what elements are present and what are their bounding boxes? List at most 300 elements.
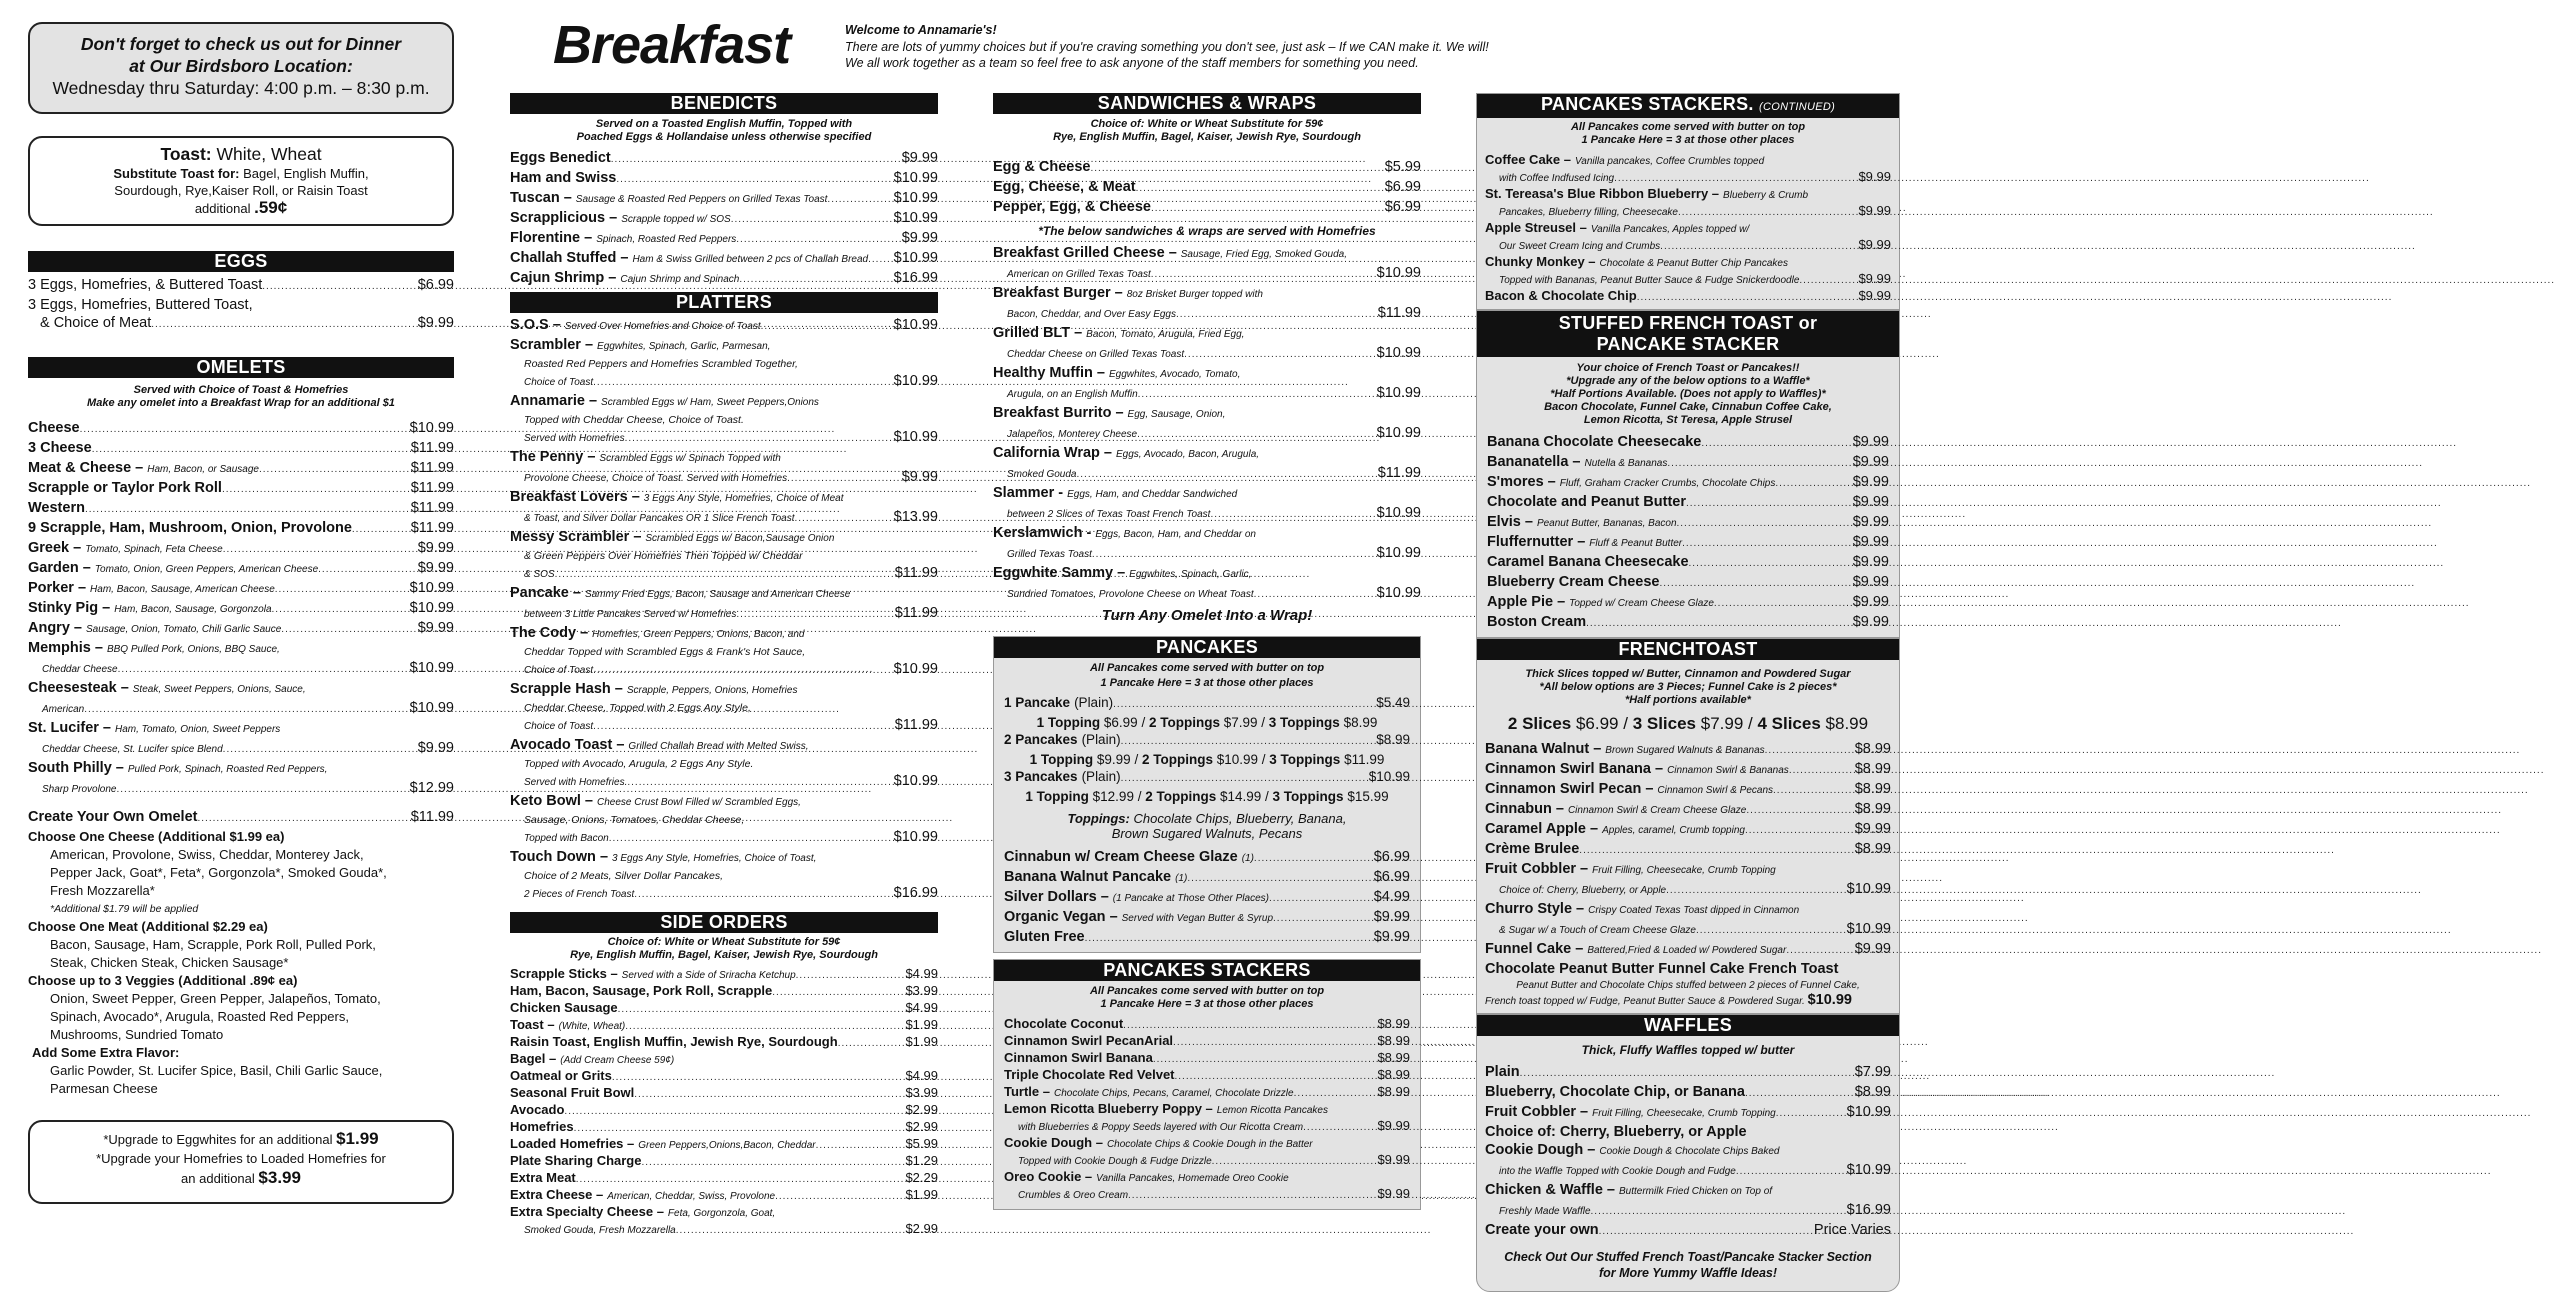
builder-options: Bacon, Sausage, Ham, Scrapple, Pork Roll, Pulled Pork, — [50, 937, 376, 952]
item-desc: Cookie Dough & Chocolate Chips Baked — [1599, 1146, 1780, 1157]
item-name: Touch Down – — [510, 849, 609, 865]
eggs-header: EGGS — [28, 251, 454, 272]
menu-item — [1485, 1181, 1891, 1201]
leader-dots — [1799, 273, 1856, 288]
leader-dots — [1128, 1188, 1375, 1203]
price: $9.99 — [901, 150, 938, 166]
leader-dots — [676, 1223, 904, 1238]
leader-dots — [1659, 575, 1850, 593]
item-name: Banana Chocolate Cheesecake — [1487, 434, 1702, 450]
item-desc: Served Over Homefries and Choice of Toast — [564, 321, 761, 332]
toast-box — [28, 136, 454, 226]
menu-item — [510, 189, 938, 209]
item-desc-cont: with Blueberries & Poppy Seeds layered with Our Ricotta Cream — [1018, 1122, 1304, 1133]
price: $10.99 — [1376, 585, 1421, 601]
welcome-line: We all work together as a team so feel free to ask anyone of the staff members for something you need. — [845, 56, 1419, 70]
item-desc: Sausage & Roasted Red Peppers on Grilled Texas Toast — [575, 194, 828, 205]
price: $13.99 — [893, 509, 938, 525]
item-desc-cont: Provolone Cheese, Choice of Toast. Served with Homefries — [524, 473, 788, 484]
builder-options: American, Provolone, Swiss, Cheddar, Monterey Jack, — [50, 847, 364, 862]
price: $8.99 — [1377, 1016, 1410, 1031]
leader-dots — [827, 191, 891, 209]
menu-item — [1487, 493, 1889, 513]
pancake-size — [1004, 694, 1410, 714]
item-name: Turtle – — [1004, 1084, 1050, 1099]
menu-item-cont — [1004, 1118, 1410, 1135]
leader-dots — [117, 781, 408, 799]
menu-item-cont — [1485, 203, 1891, 220]
stuffed-header: STUFFED FRENCH TOAST or PANCAKE STACKER — [1477, 311, 1899, 357]
leader-dots — [838, 1036, 904, 1051]
leader-dots — [1269, 890, 1372, 908]
price: $8.99 — [1854, 741, 1891, 757]
menu-item — [993, 324, 1421, 344]
menu-item-cont — [1485, 880, 1891, 900]
toast-sub-label: Substitute Toast for: — [113, 166, 240, 181]
leader-dots — [736, 231, 899, 249]
item-desc-cont: Cheddar Cheese, Topped with 2 Eggs Any Style, — [524, 702, 751, 714]
item-desc-cont: American — [42, 704, 85, 715]
toast-price: .59¢ — [254, 198, 288, 217]
item-desc-cont: Choice of 2 Meats, Silver Dollar Pancakes, — [524, 870, 724, 882]
item-desc: Green Peppers,Onions,Bacon, Cheddar — [638, 1140, 816, 1151]
leader-dots — [1520, 1065, 1853, 1083]
leader-dots — [1113, 696, 1374, 714]
item-name: The Penny – — [510, 449, 596, 465]
welcome-line: There are lots of yummy choices but if you're craving something you don't see, just ask – If we CAN make it. We will! — [845, 39, 1489, 54]
item-name: Pepper, Egg, & Cheese — [993, 199, 1151, 215]
leader-dots — [1175, 1069, 1376, 1084]
item-desc: Scrambled Eggs w/ Ham, Sweet Peppers,Onions — [601, 397, 819, 408]
item-name: Annamarie – — [510, 393, 598, 409]
menu-item-cont — [993, 384, 1421, 404]
menu-item — [993, 524, 1421, 544]
menu-item — [510, 169, 938, 189]
waffles-section — [1476, 1014, 1900, 1292]
menu-item — [510, 149, 938, 169]
item-desc: Eggwhites, Spinach, Garlic, — [1129, 569, 1252, 580]
leader-dots — [275, 581, 408, 599]
pancake-sizes — [1004, 694, 1410, 805]
item-name: Apple Pie – — [1487, 594, 1566, 610]
menu-item — [1004, 908, 1410, 928]
price: $10.99 — [893, 829, 938, 845]
price: $11.99 — [410, 500, 454, 516]
item-desc: Eggwhites, Spinach, Garlic, Parmesan, — [597, 341, 771, 352]
item-desc: Eggs, Avocado, Bacon, Arugula, — [1115, 449, 1260, 460]
item-desc: Sausage, Fried Egg, Smoked Gouda, — [1180, 249, 1347, 260]
menu-item: 3 Eggs, Homefries, & Buttered Toast ..... $6.99 — [28, 276, 454, 296]
leader-dots — [555, 566, 893, 584]
item-desc-cont: Crumbles & Oreo Cream — [1018, 1190, 1129, 1201]
item-name: Slammer - — [993, 485, 1064, 501]
item-desc: (White, Wheat) — [558, 1021, 626, 1032]
menu-item — [28, 599, 454, 619]
menu-item — [1487, 573, 1889, 593]
menu-item — [510, 1034, 938, 1051]
leader-dots — [318, 561, 416, 579]
price: $10.99 — [893, 210, 938, 226]
leader-dots — [1151, 266, 1375, 284]
item-desc: Eggs, Bacon, Ham, and Cheddar on — [1095, 529, 1256, 540]
tier-price: $12.99 — [1092, 789, 1134, 804]
item-desc-cont: between 3 Little Pancakes Served w/ Homefries — [524, 609, 737, 620]
leader-dots — [868, 251, 892, 269]
sides-header: SIDE ORDERS — [510, 912, 938, 933]
omelets-sub: Make any omelet into a Breakfast Wrap for an additional $1 — [87, 397, 395, 409]
menu-item-cont — [28, 739, 454, 759]
price: $10.99 — [893, 190, 938, 206]
price: $10.99 — [1846, 881, 1891, 897]
price: $10.99 — [893, 429, 938, 445]
waffles-header: WAFFLES — [1477, 1015, 1899, 1036]
leader-dots — [1294, 1086, 1376, 1101]
menu-item — [28, 439, 454, 459]
price: $9.99 — [901, 469, 938, 485]
toppings-label: Toppings: — [1067, 811, 1130, 826]
leader-dots — [609, 830, 892, 848]
item-name: Caramel Apple – — [1485, 821, 1599, 837]
benedicts-sub: Served on a Toasted English Muffin, Topped with — [595, 118, 853, 130]
menu-item — [993, 178, 1421, 198]
sides-list — [510, 966, 938, 1238]
builder-options: Fresh Mozzarella* — [50, 883, 155, 898]
leader-dots — [85, 501, 409, 519]
item-desc-cont: & SOS — [524, 569, 555, 580]
price: $8.99 — [1854, 1084, 1891, 1100]
leader-dots — [1789, 762, 1853, 780]
item-desc-cont: with Coffee Indfused Icing — [1499, 173, 1615, 184]
toast-sub-list: Bagel, English Muffin, — [243, 166, 369, 181]
column-3 — [993, 93, 1421, 1210]
toast-title: Toast: — [160, 144, 212, 164]
item-desc-cont: between 2 Slices of Texas Toast French Toast — [1007, 509, 1211, 520]
price: $10.99 — [409, 420, 454, 436]
price: $8.99 — [1854, 801, 1891, 817]
item-name: Cinnabun w/ Cream Cheese Glaze — [1004, 849, 1238, 865]
menu-item — [510, 1204, 938, 1221]
item-name: Plate Sharing Charge — [510, 1153, 642, 1168]
menu-item-cont — [1004, 1186, 1410, 1203]
leader-dots — [625, 430, 892, 448]
item-name: Tuscan – — [510, 190, 572, 206]
price: $1.99 — [905, 1034, 938, 1049]
price: $11.99 — [410, 480, 454, 496]
stuffed-section — [1476, 310, 1900, 638]
menu-item — [1004, 1101, 1410, 1118]
price: $8.99 — [1376, 732, 1410, 747]
tier-price: $11.99 — [1344, 752, 1385, 767]
item-name: Scrambler – — [510, 337, 594, 353]
omelets-sub: Served with Choice of Toast & Homefries — [133, 384, 349, 396]
price: $10.99 — [893, 661, 938, 677]
item-desc: Nutella & Bananas — [1584, 458, 1668, 469]
upgrade-line: an additional — [181, 1171, 255, 1186]
item-desc: Feta, Gorgonzola, Goat, — [667, 1208, 776, 1219]
menu-item — [28, 419, 454, 439]
item-desc-cont: Choice of Toast — [524, 665, 594, 676]
item-name: South Philly – — [28, 760, 124, 776]
price: $9.99 — [1858, 237, 1891, 252]
item-name: Oatmeal or Grits — [510, 1068, 612, 1083]
price: $9.99 — [1852, 514, 1889, 530]
tier-label: 3 Toppings — [1269, 752, 1341, 767]
price: $6.99 — [1384, 179, 1421, 195]
menu-item-cont — [993, 504, 1421, 524]
leader-dots — [84, 701, 407, 719]
tier-price: $7.99 — [1223, 715, 1258, 730]
pancakes-header: PANCAKES — [994, 637, 1420, 658]
item-name: 3 Cheese — [28, 440, 92, 456]
item-name: Angry – — [28, 620, 82, 636]
item-desc: Ham & Swiss Grilled between 2 pcs of Challah Bread — [632, 254, 869, 265]
leader-dots — [1210, 506, 1374, 524]
item-desc: Scrapple topped w/ SOS — [621, 214, 731, 225]
leader-dots — [1773, 782, 1853, 800]
menu-item — [510, 1000, 938, 1017]
menu-item — [993, 284, 1421, 304]
column-1 — [28, 22, 454, 1204]
menu-item — [510, 1051, 938, 1068]
menu-item — [1487, 453, 1889, 473]
price: $10.99 — [1376, 385, 1421, 401]
item-desc-cont: Roasted Red Peppers and Homefries Scrambled Together, — [524, 358, 798, 370]
price: $10.99 — [409, 580, 454, 596]
item-desc: Chocolate Chips & Cookie Dough in the Batter — [1106, 1139, 1313, 1150]
item-desc: Vanilla Pancakes, Homemade Oreo Cookie — [1096, 1173, 1289, 1184]
price: $10.99 — [409, 600, 454, 616]
menu-item — [1485, 1221, 1891, 1241]
price: $10.99 — [1376, 345, 1421, 361]
stuffed-sub: Your choice of French Toast or Pancakes!! *Upgrade any of the below options to a Waffle* *Half Portions Available. (Does not apply to Waffles)* Bacon Chocolate, Funnel Cake, Cinnabun Coffee Cake, Lemon Ricotta, St Teresa, Apple Strusel — [1544, 362, 1832, 426]
price: $10.99 — [409, 700, 454, 716]
item-name: Caramel Banana Cheesecake — [1487, 554, 1689, 570]
item-name: Messy Scrambler – — [510, 529, 642, 545]
tier-price: $10.99 — [1216, 752, 1259, 767]
item-desc: Fruit Filling, Cheesecake, Crumb Topping — [1592, 1108, 1776, 1119]
item-name: 9 Scrapple, Ham, Mushroom, Onion, Provolone — [28, 520, 352, 536]
item-name: Cookie Dough – — [1004, 1135, 1103, 1150]
item-name: Lemon Ricotta Blueberry Poppy – — [1004, 1101, 1213, 1116]
item-desc: Bacon, Tomato, Arugula, Fried Egg, — [1086, 329, 1245, 340]
item-desc-cont: Topped with Bananas, Peanut Butter Sauce & Fudge Snickerdoodle — [1499, 275, 1800, 286]
leader-dots — [1591, 1203, 1845, 1221]
price: $7.99 — [1854, 1064, 1891, 1080]
waffles-list — [1485, 1141, 1891, 1241]
builder-options: Pepper Jack, Goat*, Feta*, Gorgonzola*, Smoked Gouda*, — [50, 865, 387, 880]
item-desc-cont: Jalapeños, Monterey Cheese — [1007, 429, 1138, 440]
leader-dots — [1689, 555, 1851, 573]
price: $11.99 — [410, 809, 454, 825]
price: $9.99 — [1852, 534, 1889, 550]
price: $11.99 — [894, 605, 938, 621]
menu-item — [1004, 868, 1410, 888]
menu-item — [1487, 553, 1889, 573]
item-name: Fruit Cobbler – — [1485, 1104, 1589, 1120]
item-desc-cont: Grilled Texas Toast — [1007, 549, 1092, 560]
item-desc-cont: & Green Peppers Over Homefries Then Topped w/ Cheddar — [524, 550, 803, 562]
leader-dots — [1775, 475, 1850, 493]
tier-price: $14.99 — [1219, 789, 1262, 804]
leader-dots — [1678, 205, 1856, 220]
menu-item: 3 Eggs, Homefries, Buttered Toast, — [28, 297, 253, 313]
menu-item — [993, 564, 1421, 584]
menu-item — [1485, 1103, 1891, 1123]
tier-label: 3 Toppings — [1268, 715, 1340, 730]
price: $11.99 — [410, 520, 454, 536]
item-desc: Homefries, Green Peppers, Onions, Bacon, and — [592, 629, 805, 640]
leader-dots — [593, 374, 892, 392]
benedicts-sub: Poached Eggs & Hollandaise unless otherwise specified — [576, 131, 872, 143]
item-desc-cont: & Sugar w/ a Touch of Cream Cheese Glaze — [1499, 925, 1696, 936]
leader-dots — [795, 510, 892, 528]
item-desc: Eggs, Ham, and Cheddar Sandwiched — [1067, 489, 1238, 500]
menu-item — [1485, 186, 1891, 203]
item-desc: Spinach, Roasted Red Peppers — [596, 234, 737, 245]
item-desc: (1) — [1175, 873, 1188, 884]
price: $9.99 — [417, 540, 454, 556]
item-desc-cont: Arugula, on an English Muffin — [1007, 389, 1138, 400]
tier-price: $9.99 — [1096, 752, 1131, 767]
pancakes-list — [1004, 848, 1410, 948]
tier-label: 2 Toppings — [1145, 789, 1217, 804]
item-name: Cheesesteak – — [28, 680, 129, 696]
item-name: Breakfast Lovers – — [510, 489, 640, 505]
item-desc-cont: Cheddar Cheese — [42, 664, 118, 675]
builder-heading: Choose One Cheese (Additional $1.99 ea) — [28, 829, 285, 844]
welcome-text — [845, 22, 1489, 72]
item-name: Scrapple or Taylor Pork Roll — [28, 480, 222, 496]
item-name: Coffee Cake – — [1485, 152, 1571, 167]
menu-item — [1485, 800, 1891, 820]
price: $10.99 — [893, 250, 938, 266]
price: $9.99 — [1373, 929, 1410, 945]
item-desc: 3 Eggs Any Style, Homefries, Choice of Meat — [643, 493, 844, 504]
item-desc: Cinnamon Swirl & Cream Cheese Glaze — [1567, 805, 1747, 816]
stuffed-list — [1487, 433, 1889, 633]
price: $11.99 — [410, 440, 454, 456]
builder-options: Garlic Powder, St. Lucifer Spice, Basil, Chili Garlic Sauce, — [50, 1063, 383, 1078]
menu-item — [1487, 473, 1889, 493]
menu-item — [1485, 152, 1891, 169]
price: $6.99 — [417, 277, 454, 293]
omelets-list — [28, 419, 454, 799]
sandwiches-note: *The below sandwiches & wraps are served with Homefries — [1038, 224, 1376, 238]
sandwiches-sub: Choice of: White or Wheat Substitute for 59¢ — [1090, 118, 1324, 130]
leader-dots — [1746, 802, 1852, 820]
price: $11.99 — [1377, 465, 1421, 481]
leader-dots — [1151, 200, 1383, 218]
menu-item — [510, 1017, 938, 1034]
tier-label: 2 Toppings — [1141, 752, 1213, 767]
item-name: Meat & Cheese – — [28, 460, 144, 476]
upgrade-line: *Upgrade your Homefries to Loaded Homefries for — [96, 1151, 386, 1166]
item-name: Cinnamon Swirl PecanArial — [1004, 1033, 1174, 1048]
price: $9.99 — [1852, 474, 1889, 490]
item-name: Triple Chocolate Red Velvet — [1004, 1067, 1175, 1082]
menu-item — [1485, 900, 1891, 920]
item-name: Cheese — [28, 420, 80, 436]
item-name: Raisin Toast, English Muffin, Jewish Rye, Sourdough — [510, 1034, 838, 1049]
item-name: Organic Vegan – — [1004, 909, 1118, 925]
leader-dots — [1123, 1018, 1375, 1033]
item-desc: (1 Pancake at Those Other Places) — [1112, 893, 1269, 904]
item-desc: Fruit Filling, Cheesecake, Crumb Topping — [1592, 865, 1776, 876]
menu-item — [1485, 840, 1891, 860]
menu-item — [28, 719, 454, 739]
price: $9.99 — [1858, 203, 1891, 218]
leader-dots — [736, 606, 892, 624]
item-name: Egg, Cheese, & Meat — [993, 179, 1136, 195]
menu-item — [510, 983, 938, 1000]
menu-item-cont — [993, 584, 1421, 604]
leader-dots — [593, 662, 892, 680]
item-name: S'mores – — [1487, 474, 1556, 490]
topping-tiers: 1 Topping $12.99 / 2 Toppings $14.99 / 3 Toppings $15.99 — [1025, 789, 1389, 804]
item-tag: (Plain) — [1081, 732, 1121, 747]
menu-item — [1487, 533, 1889, 553]
menu-item-cont — [993, 424, 1421, 444]
item-desc: Scrapple, Peppers, Onions, Homefries — [626, 685, 798, 696]
menu-item — [510, 316, 938, 336]
price: $4.99 — [905, 1000, 938, 1015]
builder-note: *Additional $1.79 will be applied — [50, 903, 199, 915]
leader-dots — [634, 1087, 903, 1102]
leader-dots — [1667, 455, 1850, 473]
menu-item — [1004, 1033, 1410, 1050]
price: $10.99 — [1376, 545, 1421, 561]
item-desc: Brown Sugared Walnuts & Bananas — [1605, 745, 1765, 756]
item-desc-cont: Freshly Made Waffle — [1499, 1206, 1591, 1217]
item-name: Loaded Homefries – — [510, 1136, 635, 1151]
menu-item-cont — [993, 304, 1421, 324]
item-name: 3 Pancakes — [1004, 769, 1078, 784]
menu-item-cont — [28, 699, 454, 719]
waffles-sub: Thick, Fluffy Waffles topped w/ butter — [1581, 1043, 1795, 1057]
price: $9.99 — [1852, 554, 1889, 570]
pancakes-sub: All Pancakes come served with butter on top — [1089, 662, 1325, 674]
price: $2.99 — [905, 1119, 938, 1134]
item-name: Churro Style – — [1485, 901, 1585, 917]
builder-heading: Add Some Extra Flavor: — [32, 1045, 180, 1060]
item-name: Breakfast Grilled Cheese – — [993, 245, 1177, 261]
tier-label: 1 Topping — [1036, 715, 1101, 730]
menu-item-cont — [993, 264, 1421, 284]
item-name: Apple Streusel – — [1485, 220, 1587, 235]
item-name: Breakfast Burrito – — [993, 405, 1124, 421]
item-desc-cont: Sundried Tomatoes, Provolone Cheese on Wheat Toast — [1007, 589, 1254, 600]
menu-item — [510, 1153, 938, 1170]
menu-item — [993, 404, 1421, 424]
price: $1.99 — [905, 1017, 938, 1032]
menu-item — [1485, 780, 1891, 800]
upgrade-price: $3.99 — [258, 1168, 301, 1187]
item-desc-cont: 2 Pieces of French Toast — [524, 889, 635, 900]
price: $4.99 — [1373, 889, 1410, 905]
leader-dots — [1637, 290, 1857, 305]
menu-item — [510, 1068, 938, 1085]
menu-item — [993, 244, 1421, 264]
item-name: Garden – — [28, 560, 91, 576]
sandwiches-header: SANDWICHES & WRAPS — [993, 93, 1421, 114]
price: $10.99 — [1846, 921, 1891, 937]
dinner-hours: Wednesday thru Saturday: 4:00 p.m. – 8:30 p.m. — [52, 78, 430, 98]
item-desc-cont: Cheddar Topped with Scrambled Eggs & Frank's Hot Sauce, — [524, 646, 806, 658]
item-desc: (1) — [1241, 853, 1254, 864]
leader-dots — [1701, 435, 1850, 453]
leader-dots — [1682, 535, 1851, 553]
item-name: Banana Walnut – — [1485, 741, 1602, 757]
